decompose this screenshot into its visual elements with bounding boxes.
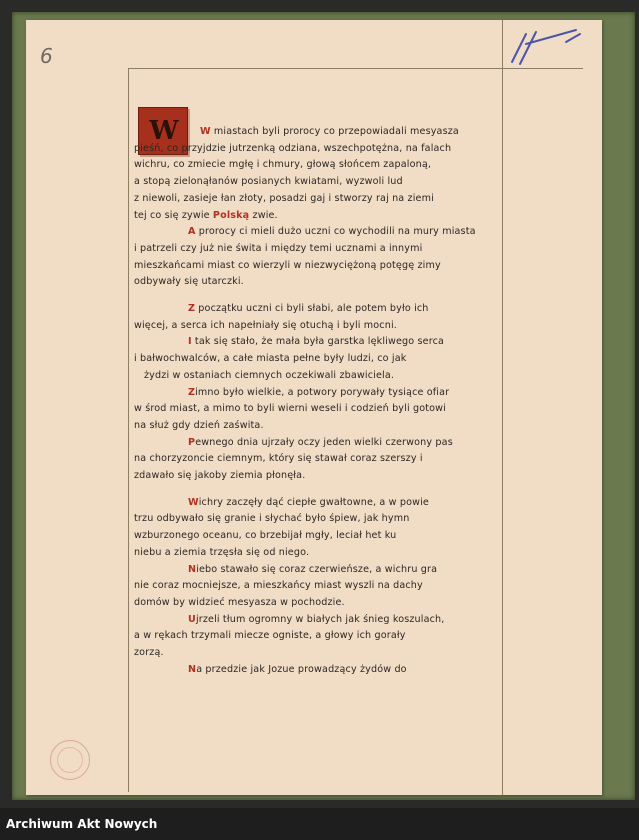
red-capital: P bbox=[188, 436, 196, 448]
frame-top-line bbox=[128, 68, 583, 69]
text-line bbox=[134, 124, 500, 141]
line-text: tej co się zywie bbox=[134, 209, 213, 221]
text-line bbox=[134, 274, 500, 291]
line-text: nie coraz mocniejsze, a mieszkańcy miast wyszli na dachy bbox=[134, 580, 423, 592]
line-text: miastach byli prorocy co przepowiadali mesyasza bbox=[210, 126, 459, 137]
line-text: początku uczni ci byli słabi, ale potem było ich bbox=[195, 303, 429, 315]
line-text: niebu a ziemia trzęsła się od niego. bbox=[134, 546, 310, 558]
line-text: więcej, a serca ich napełniały się otuchą i byli mocni. bbox=[134, 319, 397, 331]
text-line bbox=[134, 141, 500, 158]
text-line bbox=[134, 628, 500, 645]
line-text: a stopą zielonąłanów posianych kwiatami, wyzwoli lud bbox=[134, 176, 403, 188]
text-line bbox=[134, 318, 500, 335]
text-line bbox=[134, 208, 500, 225]
line-text: na służ gdy dzień zaświta. bbox=[134, 419, 264, 431]
line-text: wzburzonego oceanu, co brzebijał mgły, leciał het ku bbox=[134, 530, 397, 542]
text-line bbox=[134, 334, 500, 351]
text-line bbox=[134, 645, 500, 662]
line-text: tak się stało, że mała była garstka lękliwego serca bbox=[191, 336, 445, 348]
red-capital: U bbox=[188, 613, 196, 625]
text-line bbox=[134, 468, 500, 485]
red-capital: N bbox=[188, 563, 197, 575]
frame-left-line bbox=[128, 68, 129, 792]
frame-right-line bbox=[502, 20, 503, 795]
archive-stamp-icon bbox=[50, 740, 90, 780]
red-capital: W bbox=[188, 496, 199, 508]
text-line bbox=[134, 612, 500, 629]
line-text: iebo stawało się coraz czerwieńsze, a wichru gra bbox=[196, 563, 438, 575]
text-line bbox=[134, 495, 500, 512]
text-line bbox=[134, 401, 500, 418]
line-text: z niewoli, zasieje łan złoty, posadzi gaj i stworzy raj na ziemi bbox=[134, 192, 434, 204]
text-line bbox=[134, 174, 500, 191]
text-line bbox=[134, 578, 500, 595]
pencil-mark-icon bbox=[506, 24, 584, 68]
line-text: a w rękach trzymali miecze ogniste, a głowy ich gorały bbox=[134, 630, 406, 642]
text-line bbox=[134, 662, 500, 679]
line-text: jrzeli tłum ogromny w białych jak śnieg koszulach, bbox=[195, 613, 445, 625]
line-text: prorocy ci mieli dużo uczni co wychodili na mury miasta bbox=[195, 226, 476, 238]
text-line bbox=[134, 224, 500, 241]
text-line bbox=[134, 451, 500, 468]
line-text: żydzi w ostaniach ciemnych oczekiwali zbawiciela. bbox=[144, 369, 395, 381]
line-text: wichru, co zmiecie mgłę i chmury, głową słońcem zapaloną, bbox=[134, 159, 432, 171]
line-text: pieśń, co przyjdzie jutrzenką odziana, wszechpotężna, na falach bbox=[134, 142, 452, 154]
text-line bbox=[134, 545, 500, 562]
line-text: ichry zaczęły dąć ciepłe gwałtowne, a w powie bbox=[198, 496, 429, 508]
line-text: i patrzeli czy już nie świta i między temi ucznami a innymi bbox=[134, 242, 423, 254]
archive-name: Archiwum Akt Nowych bbox=[6, 817, 158, 831]
line-text: imno było wielkie, a potwory porywały tysiące ofiar bbox=[195, 386, 450, 398]
page-number: 6 bbox=[40, 44, 53, 68]
text-line bbox=[134, 595, 500, 612]
text-line bbox=[134, 418, 500, 435]
line-text: w środ miast, a mimo to byli wierni weseli i codzień byli gotowi bbox=[134, 403, 446, 415]
text-line bbox=[134, 435, 500, 452]
text-line bbox=[134, 351, 500, 368]
line-text: trzu odbywało się granie i słychać było śpiew, jak hymn bbox=[134, 513, 410, 525]
line-text: a przedzie jak Jozue prowadzący żydów do bbox=[196, 663, 407, 675]
line-text: mieszkańcami miast co wierzyli w niezwyciężoną potęgę zimy bbox=[134, 259, 441, 271]
text-line bbox=[134, 385, 500, 402]
line-text: domów by widzieć mesyasza w pochodzie. bbox=[134, 596, 345, 608]
text-line bbox=[134, 241, 500, 258]
text-line bbox=[134, 301, 500, 318]
text-line bbox=[134, 511, 500, 528]
line-text: na chorzyzoncie ciemnym, który się stawał coraz szerszy i bbox=[134, 453, 423, 465]
initial-letter: W bbox=[149, 116, 177, 146]
line-text: ewnego dnia ujrzały oczy jeden wielki czerwony pas bbox=[195, 436, 453, 448]
red-capital: A bbox=[188, 226, 196, 238]
manuscript-text bbox=[134, 124, 500, 679]
line-text: zdawało się jakoby ziemia płonęła. bbox=[134, 470, 306, 482]
text-line bbox=[134, 157, 500, 174]
red-capital: W bbox=[200, 126, 211, 137]
text-line bbox=[134, 368, 500, 385]
line-tail: zwie. bbox=[249, 209, 278, 221]
text-line bbox=[134, 258, 500, 275]
line-text: zorzą. bbox=[134, 647, 164, 659]
line-text: i bałwochwalców, a całe miasta pełne były ludzi, co jak bbox=[134, 353, 407, 365]
red-capital: Z bbox=[188, 303, 196, 315]
footer-bar bbox=[0, 808, 639, 840]
red-capital: Z bbox=[188, 386, 196, 398]
red-capital: I bbox=[188, 336, 192, 348]
line-text: odbywały się utarczki. bbox=[134, 276, 244, 288]
text-line bbox=[134, 191, 500, 208]
red-capital: N bbox=[188, 663, 197, 675]
red-word: Polską bbox=[212, 209, 250, 221]
text-line bbox=[134, 562, 500, 579]
text-line bbox=[134, 528, 500, 545]
